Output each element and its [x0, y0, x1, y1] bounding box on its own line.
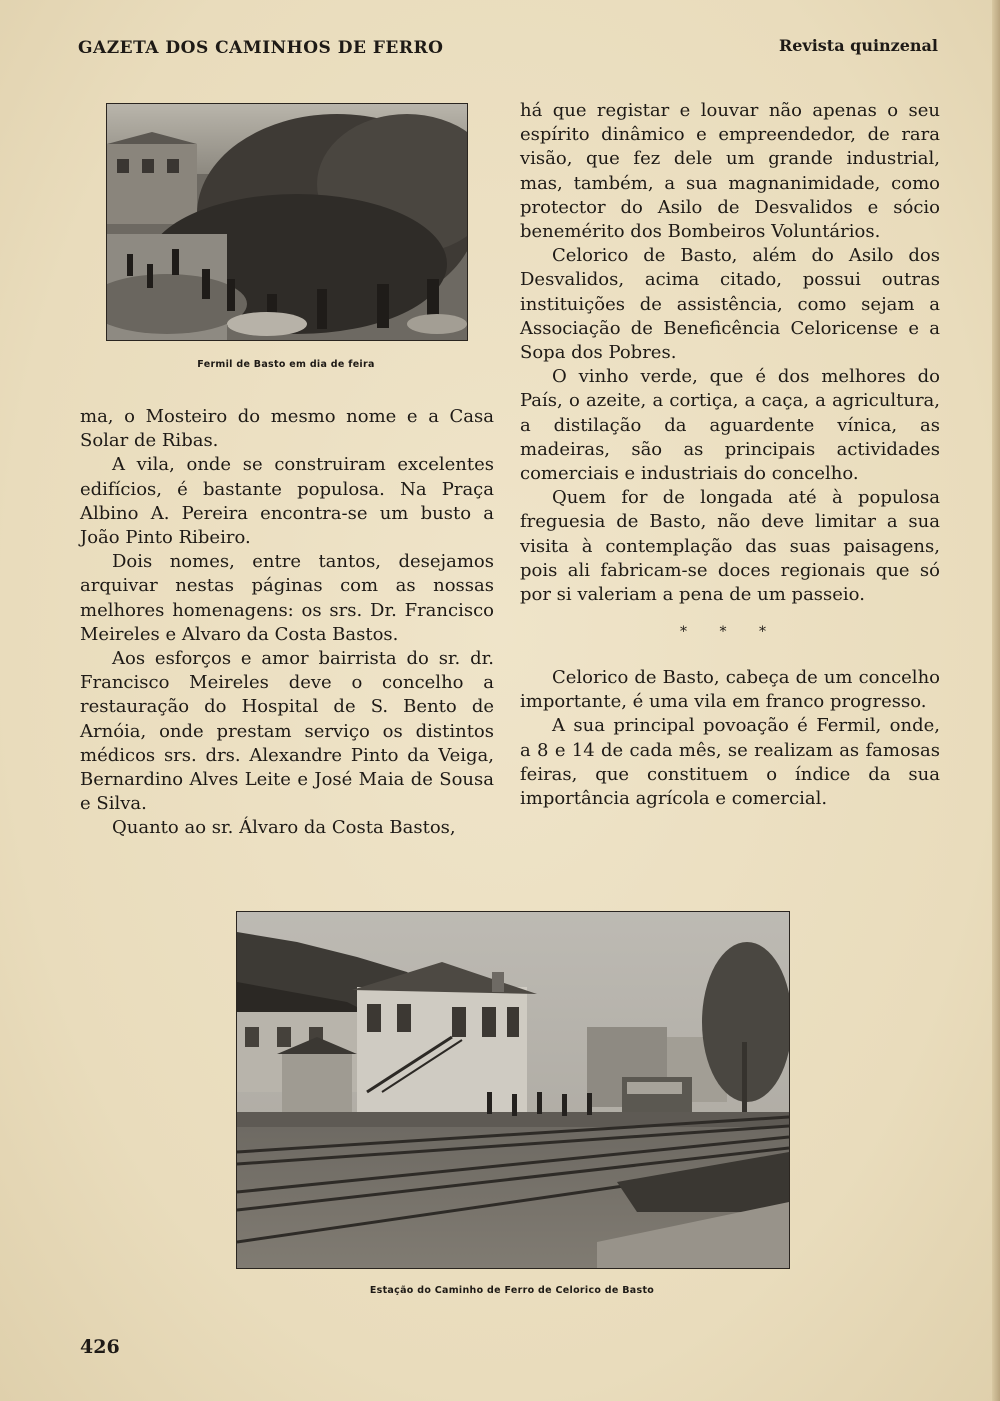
paragraph: A vila, onde se construiram excelentes edifícios, é bastante populosa. Na Praça Albino A. Pereira encontra-se um busto a João Pinto Ribeiro.	[80, 454, 494, 549]
running-header-title: GAZETA DOS CAMINHOS DE FERRO	[78, 38, 444, 58]
paragraph: há que registar e louvar não apenas o seu espírito dinâmico e empreendedor, de rara visão, que fez dele um grande industrial, mas, também, a sua magnanimidade, como protector do Asilo de Desvalidos e sócio benemérito dos Bombeiros Voluntários.	[520, 100, 940, 243]
page-edge	[992, 0, 1000, 1401]
paragraph: Quanto ao sr. Álvaro da Costa Bastos,	[112, 817, 456, 839]
paragraph: Aos esforços e amor bairrista do sr. dr. Francisco Meireles deve o concelho a restauração do Hospital de S. Bento de Arnóia, onde prestam serviço os distintos médicos srs. drs. Alexandre Pinto da Veiga, Bernardino Alves Leite e José Maia de Sousa e Silva.	[80, 648, 494, 815]
paragraph: Quem for de longada até à populosa freguesia de Basto, não deve limitar a sua visita à contemplação das suas paisagens, pois ali fabricam-se doces regionais que só por si valeriam a pena de um passeio.	[520, 487, 940, 606]
market-photo	[106, 103, 468, 341]
paragraph: ma, o Mosteiro do mesmo nome e a Casa Solar de Ribas.	[80, 406, 494, 452]
paragraph: A sua principal povoação é Fermil, onde, a 8 e 14 de cada mês, se realizam as famosas feiras, que constituem o índice da sua importância agrícola e comercial.	[520, 715, 940, 810]
paragraph: Dois nomes, entre tantos, desejamos arquivar nestas páginas com as nossas melhores homenagens: os srs. Dr. Francisco Meireles e Alvaro da Costa Bastos.	[80, 551, 494, 645]
station-photo	[236, 911, 790, 1269]
paragraph: O vinho verde, que é dos melhores do País, o azeite, a cortiça, a caça, a agricultura, a distilação da aguardente vínica, as madeiras, são as principais actividades comerciais e industriais do concelho.	[520, 366, 940, 485]
right-column	[520, 99, 940, 607]
market-photo-caption: Fermil de Basto em dia de feira	[197, 359, 375, 370]
paragraph: Celorico de Basto, além do Asilo dos Desvalidos, acima citado, possui outras instituições de assistência, como sejam a Associação de Beneficência Celoricense e a Sopa dos Pobres.	[520, 245, 940, 364]
running-header-subtitle: Revista quinzenal	[778, 36, 938, 55]
left-column	[80, 405, 494, 841]
section-separator: * * *	[680, 624, 780, 640]
right-column-continuation	[520, 666, 940, 811]
station-photo-caption: Estação do Caminho de Ferro de Celorico de Basto	[369, 1285, 655, 1296]
page-number: 426	[80, 1336, 120, 1358]
paragraph: Celorico de Basto, cabeça de um concelho importante, é uma vila em franco progresso.	[520, 667, 940, 713]
